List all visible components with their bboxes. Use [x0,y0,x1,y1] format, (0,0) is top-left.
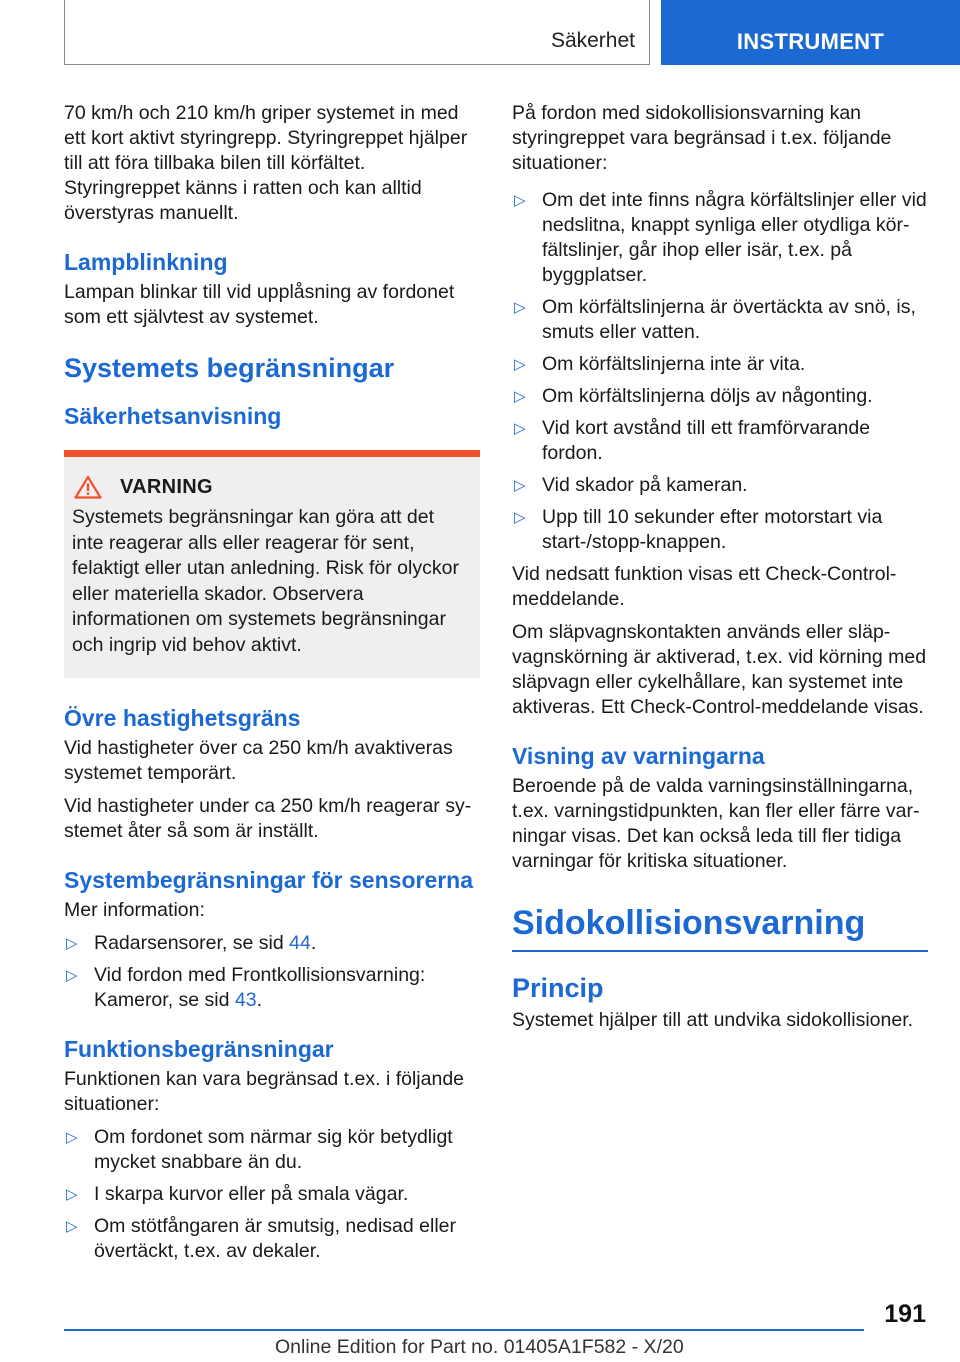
triangle-bullet-icon: ▷ [514,356,526,373]
triangle-bullet-icon: ▷ [66,967,78,984]
chapter-heading: Sidokollisionsvarning [512,902,928,952]
page-link-44[interactable]: 44 [289,932,311,954]
display-heading: Visning av varningarna [512,743,765,769]
warning-text: Systemets begränsningar kan göra att det inte reagerar alls eller reagerar för sent, felaktigt eller utan anledning. Risk för olyckor eller materiella skador. Observera informationen om systemets begränsningar och ingrip vid behov aktivt. [72,506,459,656]
warning-triangle-icon [74,475,102,499]
intro-paragraph: 70 km/h och 210 km/h griper systemet in med ett kort aktivt styringrepp. Styringreppet hjälper till att föra tillbaka bilen till körfältet. Styringreppet känns i ratten och kan alltid överstyras manuellt. [64,102,468,224]
list-item: ▷ Om körfältslinjerna döljs av någonting. [514,385,873,407]
header-section-tab [64,0,650,65]
triangle-bullet-icon: ▷ [514,299,526,316]
function-list [64,1125,480,1264]
footer-divider [64,1329,864,1331]
triangle-bullet-icon: ▷ [514,509,526,526]
safety-heading: Säkerhetsanvisning [64,403,282,429]
lamp-paragraph: Lampan blinkar till vid upplåsning av fordonet som ett självtest av systemet. [64,281,455,328]
list-item: ▷ Om det inte finns några körfältslinjer eller vid nedslitna, knappt synliga eller otydliga körfältslinjer, går ihop eller isär, t.ex. på byggplatser. [514,189,927,286]
left-column [64,101,480,1271]
list-item: ▷ Vid fordon med Frontkollisionsvarning: Kameror, se sid 43. [66,964,426,1011]
limits-heading: Systemets begränsningar [64,353,395,383]
warning-header [72,475,470,499]
check-control-paragraph: Vid nedsatt funktion visas ett Check-Control-meddelande. [512,563,897,610]
speed-heading: Övre hastighetsgräns [64,705,301,731]
right-intro-paragraph: På fordon med sidokollisionsvarning kan styringreppet vara begränsad i t.ex. följande situationer: [512,102,892,174]
list-item: ▷ Om körfältslinjerna är övertäckta av snö, is, smuts eller vatten. [514,296,916,343]
right-column [512,101,928,1041]
list-item: ▷ Upp till 10 sekunder efter motorstart via start-/stopp-knappen. [514,506,883,553]
header-section-label: Säkerhet [550,29,635,52]
principle-paragraph: Systemet hjälper till att undvika sidokollisioner. [512,1009,914,1031]
triangle-bullet-icon: ▷ [514,388,526,405]
footer-edition: Online Edition for Part no. 01405A1F582 - X/20 [275,1336,684,1358]
function-heading: Funktionsbegränsningar [64,1036,334,1062]
page-number: 191 [884,1300,926,1328]
triangle-bullet-icon: ▷ [514,192,526,209]
list-item: ▷ Om fordonet som närmar sig kör betydligt mycket snabbare än du. [66,1126,453,1173]
function-intro: Funktionen kan vara begränsad t.ex. i följande situationer: [64,1068,465,1115]
triangle-bullet-icon: ▷ [66,1218,78,1235]
triangle-bullet-icon: ▷ [66,1129,78,1146]
sensor-heading: Systembegränsningar för sensorerna [64,867,474,893]
triangle-bullet-icon: ▷ [514,477,526,494]
speed-paragraph-1: Vid hastigheter över ca 250 km/h avaktiveras systemet temporärt. [64,737,453,784]
page-link-43[interactable]: 43 [234,989,257,1011]
header-chapter-label: INSTRUMENT [736,29,885,54]
lane-limit-list [512,188,928,555]
sensor-intro: Mer information: [64,899,205,921]
list-item: ▷ Radarsensorer, se sid 44. [66,932,317,954]
warning-box [64,450,480,678]
warning-title: VARNING [120,475,213,498]
speed-paragraph-2: Vid hastigheter under ca 250 km/h reagerar systemet åter så som är inställt. [64,795,472,842]
header-chapter-tab [661,0,960,65]
list-item: ▷ Om stötfångaren är smutsig, nedisad eller övertäckt, t.ex. av dekaler. [66,1215,457,1262]
display-paragraph: Beroende på de valda varningsinställningarna, t.ex. varningstidpunkten, kan fler eller färre varningar visas. Det kan också leda till fler tidiga varningar för kritiska situationer. [512,775,920,872]
triangle-bullet-icon: ▷ [66,1186,78,1203]
list-item: ▷ I skarpa kurvor eller på smala vägar. [66,1183,409,1205]
triangle-bullet-icon: ▷ [514,420,526,437]
principle-heading: Princip [512,973,604,1003]
lamp-heading: Lampblinkning [64,249,228,275]
list-item: ▷ Vid kort avstånd till ett framförvarande fordon. [514,417,871,464]
sensor-list [64,931,480,1013]
list-item: ▷ Om körfältslinjerna inte är vita. [514,353,806,375]
triangle-bullet-icon: ▷ [66,935,78,952]
list-item: ▷ Vid skador på kameran. [514,474,748,496]
trailer-paragraph: Om släpvagnskontakten används eller släpvagnskörning är aktiverad, t.ex. vid körning med släpvagn eller cykelhållare, kan systemet inte aktiveras. Ett Check-Control-meddelande visas. [512,621,927,718]
